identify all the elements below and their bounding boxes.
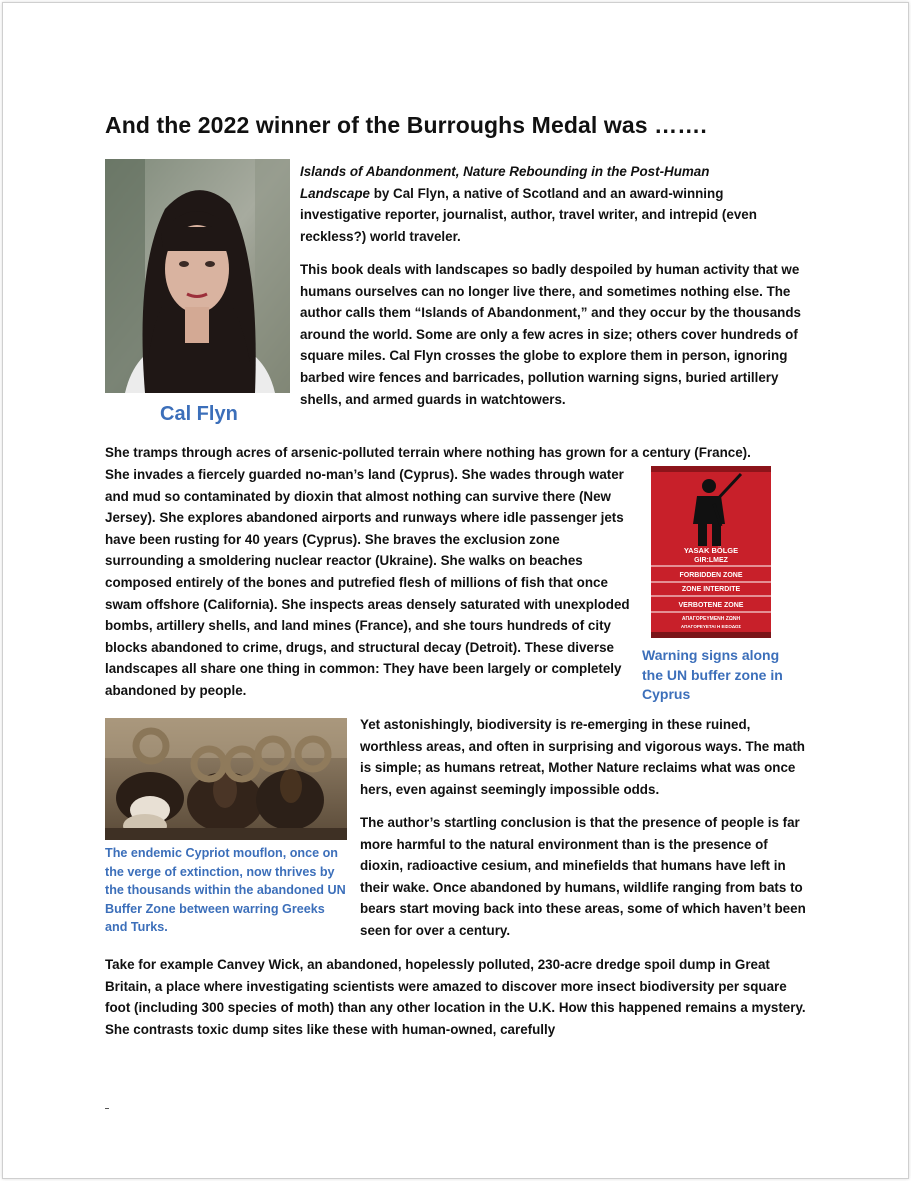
intro-line2-rest: by Cal Flyn, a native of Scotland and an award-winning (369, 185, 724, 201)
author-caption: Cal Flyn (160, 403, 238, 425)
paragraph-1: This book deals with landscapes so badly despoiled by human activity that we humans ourselves can no longer live there, and sometimes nothing else. The author calls them “Islands of Abandonment,” and they occur by the thousands around the world. Some are only a few acres in size; others cover hundreds of square miles. Cal Flyn crosses the globe to explore them in person, ignoring barbed wire fences and barricades, pollution warning signs, buried artillery shells, and armed guards in watchtowers. (300, 262, 801, 407)
book-title-line2: Landscape (300, 185, 370, 201)
book-title-line1: Islands of Abandonment, Nature Rebounding in the Post-Human (300, 164, 710, 179)
paragraph-2: She invades a fiercely guarded no-man’s land (Cyprus). She wades through water and mud so contaminated by dioxin that almost nothing can survive there (New Jersey). She explores abandoned airports and runways where idle passenger jets have been rusting for 40 years (Cyprus). She braves the exclusion zone surrounding a smoldering nuclear reactor (Ukraine). She walks on beaches composed entirely of the bones and putrefied flesh of millions of fish that once swam offshore (California). She inspects areas densely saturated with unexploded bombs, artillery shells, and land mines (France), and she tours hundreds of city blocks abandoned to crime, drugs, and structural decay (Detroit). These diverse landscapes all share one thing in common: They have been largely or completely abandoned by people. (105, 467, 630, 698)
intro-paragraph (300, 161, 812, 247)
author-photo (105, 159, 290, 393)
sign-text-4: ZONE INTERDITE (681, 586, 741, 593)
sign-text-7: ΑΠΑΓΟΡΕΥΕΤΑΙ Η ΕΙΣΟΔΟΣ (680, 624, 742, 629)
stray-mark (105, 1108, 109, 1109)
sign-caption: Warning signs along the UN buffer zone in Cyprus (642, 647, 783, 702)
sign-text-1: YASAK BÖLGE (683, 546, 739, 555)
paragraph-3: Yet astonishingly, biodiversity is re-emerging in these ruined, worthless areas, and often in surprising and vigorous ways. The math is simple; as humans retreat, Mother Nature reclaims what was once hers, even against seemingly impossible odds. (360, 717, 805, 797)
sign-text-2: GIR:LMEZ (694, 557, 728, 564)
mouflon-caption: The endemic Cypriot mouflon, once on the verge of extinction, now thrives by the thousands within the abandoned UN Buffer Zone between warring Greeks and Turks. (105, 846, 346, 934)
mouflon-photo (105, 718, 347, 840)
sign-text-6: ΑΠΑΓΟΡΕΥΜΕΝΗ ΖΩΝΗ (681, 616, 741, 622)
paragraph-2-line1: She tramps through acres of arsenic-polluted terrain where nothing has grown for a century (France). (105, 445, 751, 460)
intro-line3: investigative reporter, journalist, author, travel writer, and intrepid (even (300, 207, 757, 223)
paragraph-5: Take for example Canvey Wick, an abandoned, hopelessly polluted, 230-acre dredge spoil dump in Great Britain, a place where investigating scientists were amazed to discover more insect biodiversity per square foot (including 300 species of moth) than any other location in the U.K. How this happened remains a mystery. She contrasts toxic dump sites like these with human-owned, carefully (105, 957, 806, 1037)
sign-text-3: FORBIDDEN ZONE (679, 572, 743, 579)
warning-sign-photo (651, 466, 771, 638)
page-title: And the 2022 winner of the Burroughs Medal was ……. (105, 112, 707, 138)
sign-text-5: VERBOTENE ZONE (678, 602, 744, 609)
intro-line4: reckless?) world traveler. (300, 228, 461, 244)
paragraph-4: The author’s startling conclusion is that the presence of people is far more harmful to the natural environment than is the presence of dioxin, radioactive cesium, and minefields that humans have left in their wake. Once abandoned by humans, wildlife ranging from bats to bears start moving back into these areas, some of which haven’t been seen for over a century. (360, 815, 806, 938)
